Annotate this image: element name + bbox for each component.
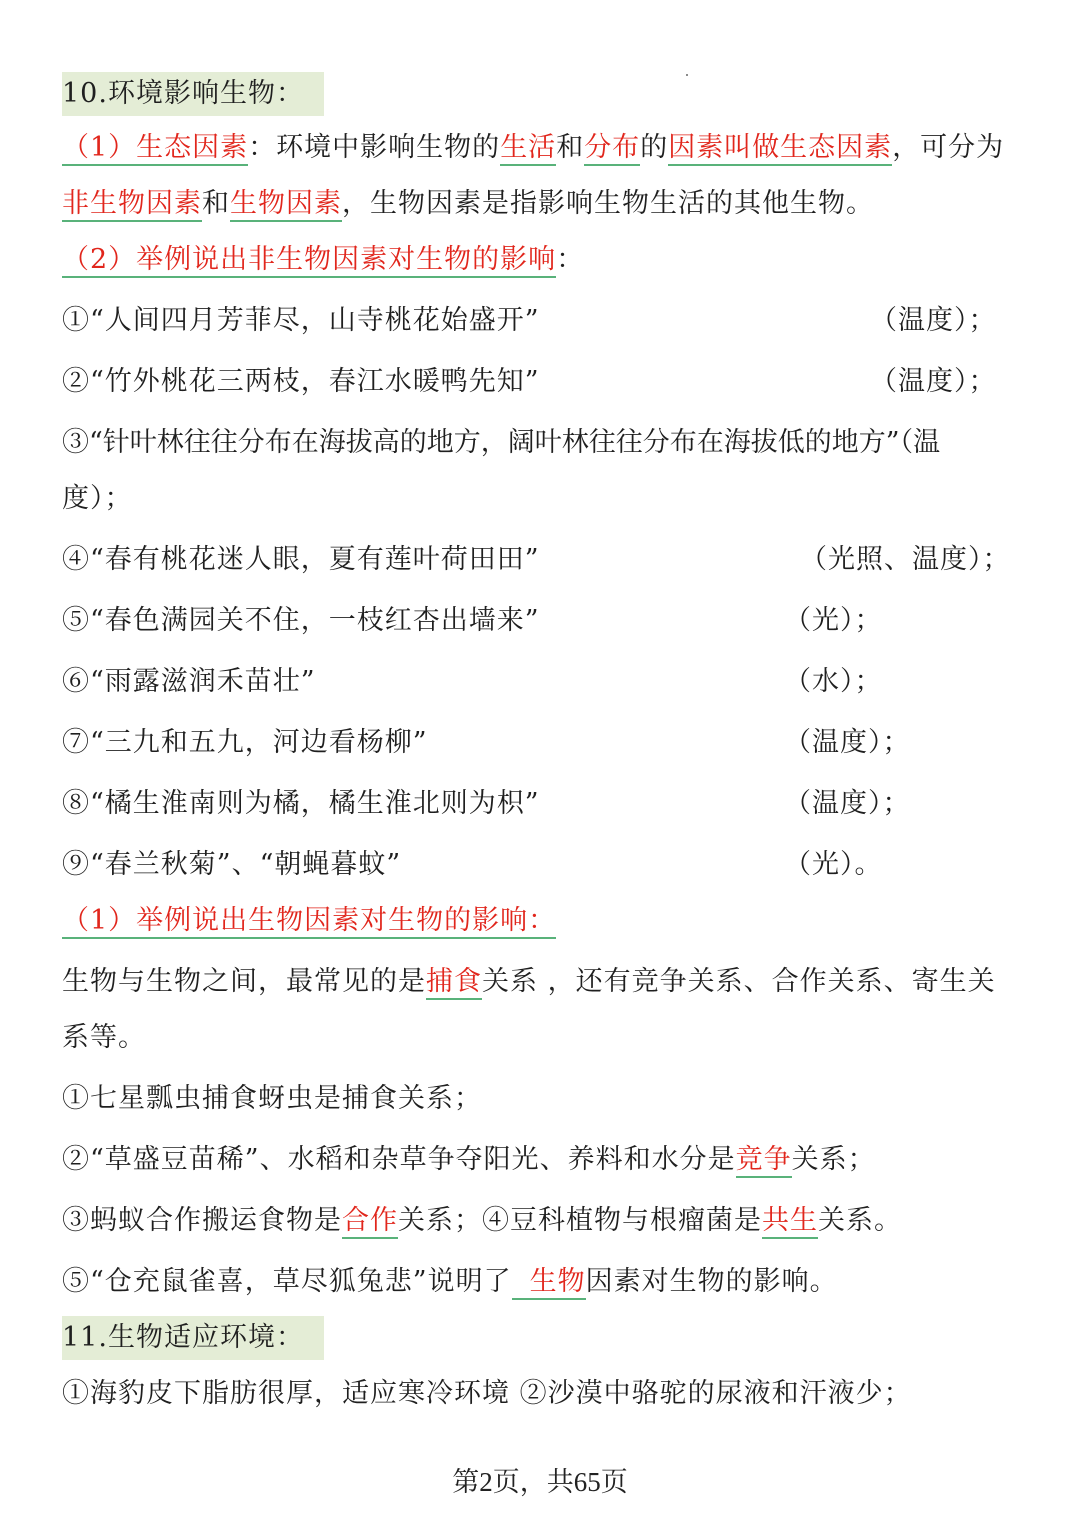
example-4 <box>62 540 1040 580</box>
example-note: （温度）； <box>784 727 911 758</box>
adaptation-line-1 <box>62 1374 1040 1414</box>
example-note: （光）； <box>784 605 883 636</box>
example-text: 度）； <box>62 483 133 514</box>
keyword-symbiosis: 共生 <box>762 1205 818 1239</box>
text: 和 <box>202 188 230 219</box>
example-note: （水）； <box>784 666 883 697</box>
page-number: 第2页，共65页 <box>452 1467 628 1497</box>
example-text: ⑦“三九和五九，河边看杨柳” <box>62 727 428 758</box>
example-text: ⑧“橘生淮南则为橘，橘生淮北则为枳” <box>62 788 540 819</box>
example-text: ⑤“春色满园关不住，一枝红杏出墙来” <box>62 605 540 636</box>
section-10-heading-row <box>62 72 1040 116</box>
text: ①七星瓢虫捕食蚜虫是捕食关系； <box>62 1083 482 1114</box>
example-text: ⑨“春兰秋菊”、“朝蝇暮蚊” <box>62 849 402 880</box>
section-11-heading-row <box>62 1316 1040 1360</box>
example-6 <box>62 662 1040 702</box>
text: 的 <box>640 132 669 163</box>
text: ，可分为 <box>892 132 1005 163</box>
example-text: ①“人间四月芳菲尽，山寺桃花始盛开” <box>62 305 540 336</box>
subheading-biotic-examples <box>62 901 1040 941</box>
keyword-biotic-factors: 生物因素 <box>230 188 342 222</box>
text: 关系 ，还有竞争关系、合作关系、寄生关 <box>482 966 996 997</box>
example-3-continued <box>62 479 1040 519</box>
example-text: ③“针叶林往往分布在海拔高的地方，阔叶林往往分布在海拔低的地方”（温 <box>62 427 941 458</box>
text: 关系。 <box>818 1205 902 1236</box>
example-note: （温度）； <box>870 305 997 336</box>
example-text: ④“春有桃花迷人眼，夏有莲叶荷田田” <box>62 544 540 575</box>
text: 关系；④豆科植物与根瘤菌是 <box>398 1205 762 1236</box>
example-5 <box>62 601 1040 641</box>
paragraph-ecological-factors-line1 <box>62 128 1040 168</box>
example-7 <box>62 723 1040 763</box>
example-note: （光照、温度）； <box>800 544 1011 575</box>
text: 因素对生物的影响。 <box>585 1266 838 1297</box>
text: 生物与生物之间，最常见的是 <box>62 966 426 997</box>
example-8 <box>62 784 1040 824</box>
text: ②“草盛豆苗稀”、水稻和杂草争夺阳光、养料和水分是 <box>62 1144 736 1175</box>
text: 关系； <box>791 1144 876 1175</box>
keyword-competition: 竞争 <box>736 1144 792 1178</box>
section-10-title: 10.环境影响生物： <box>62 72 324 116</box>
example-note: （温度）； <box>870 366 997 397</box>
keyword-biological: 生物 <box>512 1266 586 1300</box>
text: ①海豹皮下脂肪很厚，适应寒冷环境 ②沙漠中骆驼的尿液和汗液少； <box>62 1378 912 1409</box>
keyword-abiotic-factors: 非生物因素 <box>62 188 202 222</box>
text: ，生物因素是指影响生物生活的其他生物。 <box>342 188 874 219</box>
example-text: ⑥“雨露滋润禾苗壮” <box>62 666 316 697</box>
text: ③蚂蚁合作搬运食物是 <box>62 1205 342 1236</box>
text: 系等。 <box>62 1022 146 1053</box>
example-1 <box>62 301 1040 341</box>
keyword-cooperation: 合作 <box>342 1205 398 1239</box>
ecological-factors-label: （1）生态因素 <box>62 132 248 166</box>
example-note: （温度）； <box>784 788 911 819</box>
subheading-abiotic-examples <box>62 240 1040 280</box>
biotic-example-2 <box>62 1140 1040 1180</box>
paragraph-ecological-factors-line2 <box>62 184 1040 224</box>
text: ：环境中影响生物的 <box>248 132 501 163</box>
example-2 <box>62 362 1040 402</box>
biotic-example-1 <box>62 1079 1040 1119</box>
text: 和 <box>556 132 585 163</box>
abiotic-examples-label: （2）举例说出非生物因素对生物的影响 <box>62 244 556 278</box>
biotic-intro-line2 <box>62 1018 1040 1058</box>
example-text: ②“竹外桃花三两枝，春江水暖鸭先知” <box>62 366 540 397</box>
keyword-life: 生活 <box>500 132 556 166</box>
text: ⑤“仓充鼠雀喜，草尽狐兔悲”说明了 <box>62 1266 512 1297</box>
keyword-distribution: 分布 <box>584 132 640 166</box>
example-9 <box>62 845 1040 885</box>
biotic-example-3 <box>62 1201 1040 1241</box>
biotic-example-5 <box>62 1262 1040 1302</box>
keyword-predation: 捕食 <box>426 966 482 1000</box>
keyword-ecological-factor-def: 因素叫做生态因素 <box>668 132 892 166</box>
biotic-examples-label: （1）举例说出生物因素对生物的影响： <box>62 905 556 939</box>
text: ： <box>556 244 585 275</box>
section-11-title: 11.生物适应环境： <box>62 1316 324 1360</box>
biotic-intro-line1 <box>62 962 1040 1002</box>
example-3 <box>62 423 1040 463</box>
example-note: （光）。 <box>784 849 883 880</box>
